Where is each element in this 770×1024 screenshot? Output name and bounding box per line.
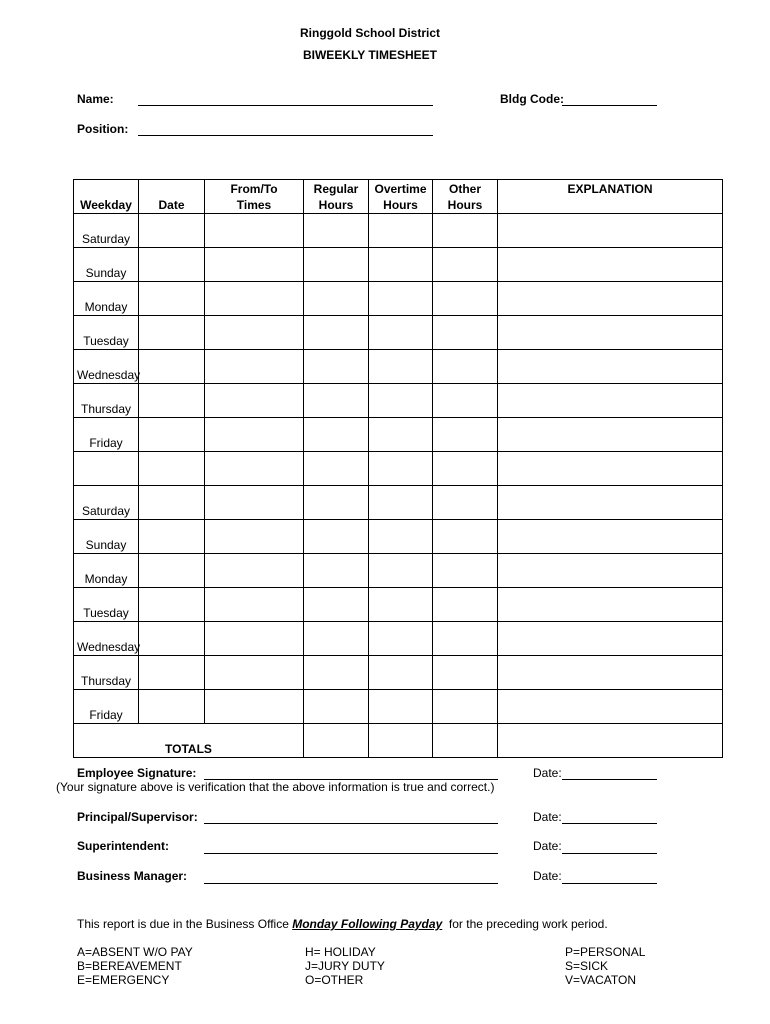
overtime-hours-cell[interactable]: [369, 452, 433, 486]
from-to-cell[interactable]: [205, 452, 304, 486]
total-explanation-cell[interactable]: [498, 724, 723, 758]
weekday-cell: Monday: [74, 282, 139, 316]
explanation-cell[interactable]: [498, 418, 723, 452]
from-to-cell[interactable]: [205, 622, 304, 656]
table-header-row: [74, 180, 723, 214]
legend-item: E=EMERGENCY: [77, 973, 170, 987]
regular-hours-cell[interactable]: [304, 656, 369, 690]
weekday-cell: Saturday: [74, 486, 139, 520]
due-notice-suffix: for the preceding work period.: [442, 917, 608, 931]
overtime-hours-cell[interactable]: [369, 622, 433, 656]
col-header-weekday: Weekday: [74, 180, 139, 214]
date-cell[interactable]: [139, 622, 205, 656]
due-notice: [77, 917, 608, 931]
total-overtime-hours-cell[interactable]: [369, 724, 433, 758]
legend-item: S=SICK: [565, 959, 609, 973]
from-to-cell[interactable]: [205, 282, 304, 316]
regular-hours-cell[interactable]: [304, 622, 369, 656]
employee-signature-date-label: Date:: [533, 766, 562, 780]
col-header-explanation: EXPLANATION: [498, 180, 723, 214]
superintendent-date-field[interactable]: [562, 853, 657, 854]
regular-hours-cell[interactable]: [304, 520, 369, 554]
legend-column-1: [77, 945, 193, 987]
table-row: [74, 418, 723, 452]
weekday-cell: Tuesday: [74, 316, 139, 350]
business-manager-label: Business Manager:: [77, 869, 188, 883]
position-label: Position:: [77, 122, 129, 136]
principal-date-label: Date:: [533, 810, 562, 824]
legend-column-2: [305, 945, 385, 987]
date-cell[interactable]: [139, 520, 205, 554]
other-hours-cell[interactable]: [433, 214, 498, 248]
bldg-code-field[interactable]: [562, 105, 657, 106]
date-cell[interactable]: [139, 350, 205, 384]
legend-item: A=ABSENT W/O PAY: [77, 945, 193, 959]
col-header-date: Date: [139, 180, 205, 214]
total-regular-hours-cell[interactable]: [304, 724, 369, 758]
from-to-cell[interactable]: [205, 486, 304, 520]
from-to-cell[interactable]: [205, 554, 304, 588]
legend-item: V=VACATON: [565, 973, 637, 987]
business-manager-field[interactable]: [204, 883, 498, 884]
principal-date-field[interactable]: [562, 823, 657, 824]
legend-column-3: [565, 945, 645, 987]
from-to-cell[interactable]: [205, 316, 304, 350]
form-title: BIWEEKLY TIMESHEET: [302, 48, 438, 62]
other-hours-cell[interactable]: [433, 316, 498, 350]
other-hours-cell[interactable]: [433, 656, 498, 690]
employee-signature-label: Employee Signature:: [77, 766, 197, 780]
date-cell[interactable]: [139, 588, 205, 622]
weekday-cell: [74, 452, 139, 486]
other-hours-cell[interactable]: [433, 384, 498, 418]
col-header-from-to-times: From/To Times: [205, 180, 304, 214]
employee-signature-note: (Your signature above is verification that the above information is true and correct.): [56, 780, 495, 794]
from-to-cell[interactable]: [205, 690, 304, 724]
overtime-hours-cell[interactable]: [369, 282, 433, 316]
weekday-cell: Friday: [74, 418, 139, 452]
overtime-hours-cell[interactable]: [369, 214, 433, 248]
date-cell[interactable]: [139, 486, 205, 520]
weekday-cell: Monday: [74, 554, 139, 588]
table-row: [74, 452, 723, 486]
explanation-cell[interactable]: [498, 656, 723, 690]
regular-hours-cell[interactable]: [304, 248, 369, 282]
business-manager-date-label: Date:: [533, 869, 562, 883]
regular-hours-cell[interactable]: [304, 282, 369, 316]
table-row: [74, 214, 723, 248]
explanation-cell[interactable]: [498, 214, 723, 248]
regular-hours-cell[interactable]: [304, 214, 369, 248]
weekday-cell: Wednesday: [74, 350, 139, 384]
other-hours-cell[interactable]: [433, 418, 498, 452]
name-label: Name:: [77, 92, 114, 106]
principal-supervisor-label: Principal/Supervisor:: [77, 810, 198, 824]
weekday-cell: Thursday: [74, 656, 139, 690]
table-row: [74, 622, 723, 656]
table-row: [74, 690, 723, 724]
explanation-cell[interactable]: [498, 384, 723, 418]
from-to-cell[interactable]: [205, 384, 304, 418]
name-field[interactable]: [138, 105, 433, 106]
date-cell[interactable]: [139, 282, 205, 316]
weekday-cell: Saturday: [74, 214, 139, 248]
regular-hours-cell[interactable]: [304, 384, 369, 418]
employee-signature-date-field[interactable]: [562, 779, 657, 780]
date-cell[interactable]: [139, 316, 205, 350]
from-to-cell[interactable]: [205, 418, 304, 452]
regular-hours-cell[interactable]: [304, 350, 369, 384]
weekday-cell: Thursday: [74, 384, 139, 418]
table-row: [74, 282, 723, 316]
date-cell[interactable]: [139, 214, 205, 248]
overtime-hours-cell[interactable]: [369, 656, 433, 690]
overtime-hours-cell[interactable]: [369, 486, 433, 520]
date-cell[interactable]: [139, 690, 205, 724]
table-row: [74, 350, 723, 384]
table-row: [74, 520, 723, 554]
explanation-cell[interactable]: [498, 486, 723, 520]
date-cell[interactable]: [139, 418, 205, 452]
date-cell[interactable]: [139, 554, 205, 588]
table-row: [74, 588, 723, 622]
overtime-hours-cell[interactable]: [369, 588, 433, 622]
bldg-code-label: Bldg Code:: [500, 92, 564, 106]
weekday-cell: Friday: [74, 690, 139, 724]
regular-hours-cell[interactable]: [304, 418, 369, 452]
col-header-overtime-hours: Overtime Hours: [369, 180, 433, 214]
overtime-hours-cell[interactable]: [369, 316, 433, 350]
legend-item: H= HOLIDAY: [305, 945, 376, 959]
other-hours-cell[interactable]: [433, 248, 498, 282]
due-notice-emphasis: Monday Following Payday: [292, 917, 443, 931]
other-hours-cell[interactable]: [433, 690, 498, 724]
explanation-cell[interactable]: [498, 282, 723, 316]
table-row: [74, 486, 723, 520]
weekday-cell: Sunday: [74, 520, 139, 554]
explanation-cell[interactable]: [498, 316, 723, 350]
legend-item: P=PERSONAL: [565, 945, 646, 959]
overtime-hours-cell[interactable]: [369, 690, 433, 724]
other-hours-cell[interactable]: [433, 282, 498, 316]
weekday-cell: Tuesday: [74, 588, 139, 622]
total-other-hours-cell[interactable]: [433, 724, 498, 758]
regular-hours-cell[interactable]: [304, 316, 369, 350]
position-field[interactable]: [138, 135, 433, 136]
due-notice-prefix: This report is due in the Business Office: [77, 917, 293, 931]
other-hours-cell[interactable]: [433, 588, 498, 622]
overtime-hours-cell[interactable]: [369, 384, 433, 418]
other-hours-cell[interactable]: [433, 486, 498, 520]
overtime-hours-cell[interactable]: [369, 520, 433, 554]
regular-hours-cell[interactable]: [304, 486, 369, 520]
district-name: Ringgold School District: [300, 26, 440, 40]
superintendent-field[interactable]: [204, 853, 498, 854]
date-cell[interactable]: [139, 656, 205, 690]
superintendent-label: Superintendent:: [77, 839, 169, 853]
table-row: [74, 554, 723, 588]
timesheet-table: [73, 179, 723, 758]
from-to-cell[interactable]: [205, 588, 304, 622]
from-to-cell[interactable]: [205, 520, 304, 554]
business-manager-date-field[interactable]: [562, 883, 657, 884]
date-cell[interactable]: [139, 384, 205, 418]
explanation-cell[interactable]: [498, 554, 723, 588]
weekday-cell: Sunday: [74, 248, 139, 282]
other-hours-cell[interactable]: [433, 622, 498, 656]
overtime-hours-cell[interactable]: [369, 554, 433, 588]
date-cell[interactable]: [139, 452, 205, 486]
explanation-cell[interactable]: [498, 622, 723, 656]
other-hours-cell[interactable]: [433, 350, 498, 384]
totals-label: TOTALS: [74, 724, 304, 758]
other-hours-cell[interactable]: [433, 554, 498, 588]
explanation-cell[interactable]: [498, 588, 723, 622]
regular-hours-cell[interactable]: [304, 588, 369, 622]
table-row: [74, 248, 723, 282]
table-row: [74, 384, 723, 418]
date-cell[interactable]: [139, 248, 205, 282]
overtime-hours-cell[interactable]: [369, 248, 433, 282]
explanation-cell[interactable]: [498, 248, 723, 282]
col-header-other-hours: Other Hours: [433, 180, 498, 214]
superintendent-date-label: Date:: [533, 839, 562, 853]
explanation-cell[interactable]: [498, 690, 723, 724]
weekday-cell: Wednesday: [74, 622, 139, 656]
legend-item: J=JURY DUTY: [305, 959, 385, 973]
other-hours-cell[interactable]: [433, 452, 498, 486]
regular-hours-cell[interactable]: [304, 690, 369, 724]
from-to-cell[interactable]: [205, 656, 304, 690]
other-hours-cell[interactable]: [433, 520, 498, 554]
overtime-hours-cell[interactable]: [369, 350, 433, 384]
overtime-hours-cell[interactable]: [369, 418, 433, 452]
legend-item: B=BEREAVEMENT: [77, 959, 182, 973]
regular-hours-cell[interactable]: [304, 554, 369, 588]
table-row: [74, 656, 723, 690]
totals-row: [74, 724, 723, 758]
principal-supervisor-field[interactable]: [204, 823, 498, 824]
from-to-cell[interactable]: [205, 214, 304, 248]
table-row: [74, 316, 723, 350]
legend-item: O=OTHER: [305, 973, 364, 987]
from-to-cell[interactable]: [205, 248, 304, 282]
explanation-cell[interactable]: [498, 520, 723, 554]
col-header-regular-hours: Regular Hours: [304, 180, 369, 214]
from-to-cell[interactable]: [205, 350, 304, 384]
explanation-cell[interactable]: [498, 452, 723, 486]
regular-hours-cell[interactable]: [304, 452, 369, 486]
explanation-cell[interactable]: [498, 350, 723, 384]
